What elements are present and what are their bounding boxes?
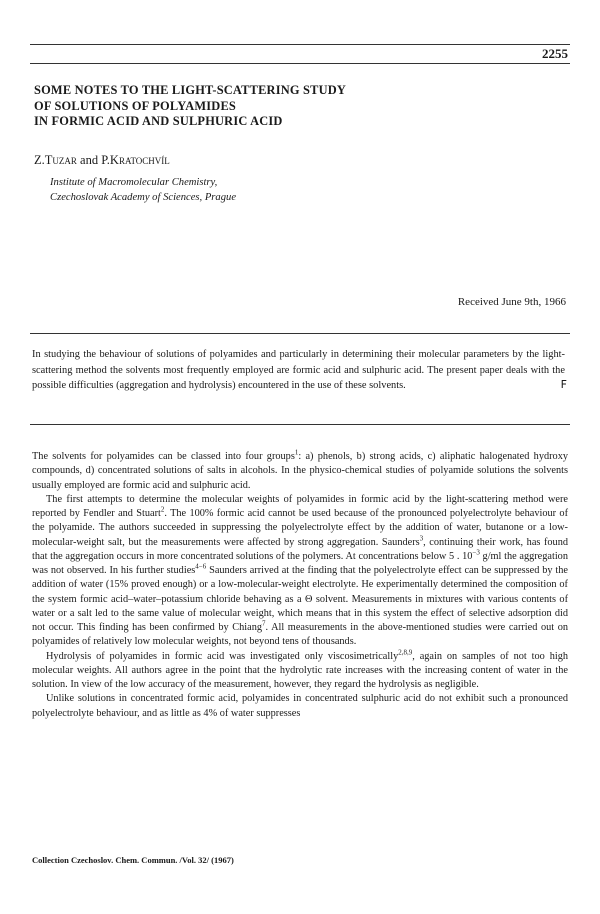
text-run: , again on samples of not too high molecular weights. All authors agree in the point that the hydrolytic rate increases with the increasing content of water in the solution. In view of the low accuracy of the measurement, however, they regard the hydrolysis as negligible. bbox=[32, 650, 568, 690]
journal-footer: Collection Czechoslov. Chem. Commun. /Vol. 32/ (1967) bbox=[32, 855, 234, 865]
exponent-superscript: −3 bbox=[472, 548, 480, 557]
author1-surname: Tuzar bbox=[44, 153, 77, 167]
text-run: . The 100% formic acid cannot be used because of the pronounced polyelectrolyte behaviour of the polyamide. The authors succeeded in suppressing the polyelectrolyte effect by the addition of water, butanone or a low-molecular-weight salt, but the measurements were affected by strong aggregation. Saunders bbox=[32, 508, 568, 548]
article-title bbox=[34, 83, 554, 130]
text-run: The solvents for polyamides can be classed into four groups bbox=[32, 451, 295, 462]
authors bbox=[34, 153, 170, 168]
reference-superscript: 2,8,9 bbox=[398, 648, 413, 657]
reference-superscript: 7 bbox=[262, 619, 266, 628]
reference-superscript: 2 bbox=[160, 505, 165, 514]
reference-superscript: 4−6 bbox=[195, 562, 207, 571]
abstract-rule-top bbox=[30, 333, 570, 334]
header-rule bbox=[30, 44, 570, 45]
paragraph bbox=[32, 650, 568, 693]
text-run: : a) phenols, b) strong acids, c) aliphatic halogenated hydroxy compounds, d) concentrated solutions of salts in alcohols. In the physico-chemical studies of polyamide solutions the solvents usually employed are formic acid and sulphuric acid. bbox=[32, 451, 568, 491]
reference-superscript: 3 bbox=[419, 534, 424, 543]
paragraph bbox=[32, 493, 568, 650]
body-text bbox=[32, 450, 568, 721]
page-number: 2255 bbox=[542, 46, 568, 61]
text-run: Hydrolysis of polyamides in formic acid was investigated only viscosimetrically bbox=[46, 650, 399, 662]
affiliation-line: Institute of Macromolecular Chemistry, bbox=[50, 177, 218, 188]
author2-initial: P. bbox=[101, 153, 110, 167]
text-run: , continuing their work, has found that the aggregation occurs in more concentrated solutions of the polymers. At concentrations below 5 . 10 bbox=[32, 536, 568, 562]
title-line: OF SOLUTIONS OF POLYAMIDES bbox=[34, 98, 237, 113]
title-line: SOME NOTES TO THE LIGHT-SCATTERING STUDY bbox=[34, 83, 347, 97]
paragraph bbox=[32, 450, 568, 493]
abstract-rule-bottom bbox=[30, 424, 570, 425]
abstract bbox=[32, 347, 565, 394]
affiliation-line: Czechoslovak Academy of Sciences, Prague bbox=[50, 192, 237, 203]
text-run: The first attempts to determine the molecular weights of polyamides in formic acid by the light-scattering method were reported by Fendler and Stuart bbox=[32, 493, 568, 519]
affiliation bbox=[50, 175, 236, 205]
author1-initial: Z. bbox=[34, 153, 45, 167]
reference-superscript: 1 bbox=[294, 448, 299, 457]
title-line: IN FORMIC ACID AND SULPHURIC ACID bbox=[34, 114, 283, 128]
text-run: g/ml the aggregation was not observed. In his further studies bbox=[32, 550, 568, 576]
received-date: Received June 9th, 1966 bbox=[457, 296, 566, 308]
paragraph: Unlike solutions in concentrated formic acid, polyamides in concentrated sulphuric acid do not exhibit such a pronounced polyelectrolyte behaviour, and as little as 4% of water suppresses bbox=[32, 693, 568, 719]
abstract-text: In studying the behaviour of solutions of polyamides and particularly in determining their molecular parameters by the light-scattering method the solvents most frequently employed are formic acid and sulphuric acid. The present paper deals with the possible difficulties (aggregation and hydrolysis) encountered in the use of these solvents. bbox=[32, 349, 565, 391]
authors-and: and bbox=[76, 153, 102, 167]
author2-surname: Kratochvíl bbox=[109, 153, 170, 167]
text-run: Saunders arrived at the finding that the polyelectrolyte effect can be suppressed by the addition of water (15% proved enough) or a low-molecular-weight electrolyte. He experimentally determined the composition of the system formic acid–water–potassium chloride behaving as a Θ solvent. Measurements in mixtures with various contents of water or a salt led to the same value of molecular weight, which means that in this system the effect of selective adsorption did not occur. This finding has been confirmed by Chiang bbox=[32, 565, 568, 633]
abstract-mark: ꓝ bbox=[560, 379, 567, 391]
header-rule-lower bbox=[30, 63, 570, 64]
text-run: . All measurements in the above-mentioned studies were carried out on polyamides of relatively low molecular weights, not beyond tens of thousands. bbox=[32, 622, 568, 648]
